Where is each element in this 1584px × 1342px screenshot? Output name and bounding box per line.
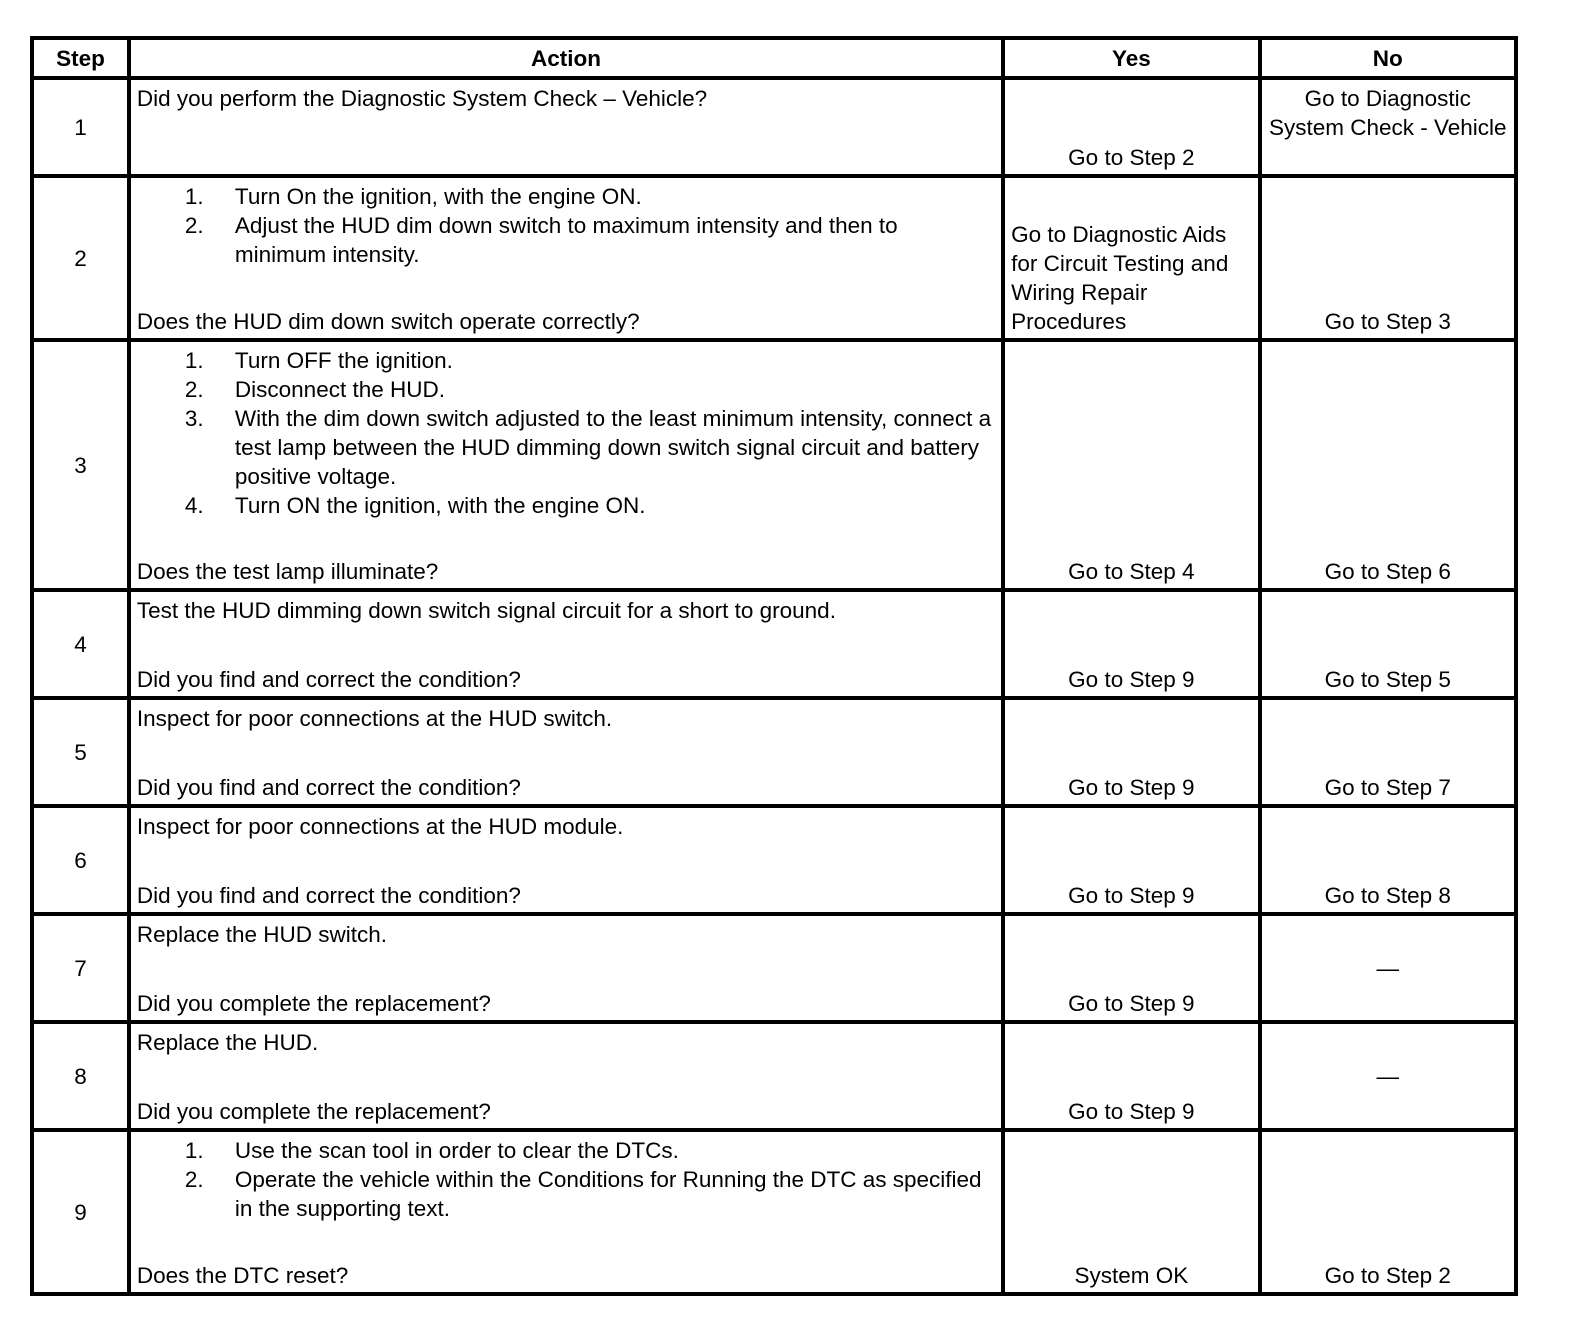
header-action: Action — [129, 38, 1003, 78]
no-result: Go to Step 5 — [1260, 590, 1516, 698]
step-index: 3. — [184, 406, 204, 431]
yes-result: System OK — [1003, 1130, 1259, 1294]
action-step — [137, 211, 995, 269]
step-index: 2. — [184, 377, 204, 402]
table-row — [32, 1130, 1516, 1294]
step-index: 1. — [184, 1138, 204, 1163]
step-index: 2. — [184, 213, 204, 238]
no-result: Go to Step 6 — [1260, 340, 1516, 590]
action-step — [137, 346, 995, 375]
action-step — [137, 1136, 995, 1165]
step-text: Operate the vehicle within the Conditions for Running the DTC as specified in the supporting text. — [234, 1167, 982, 1221]
action-question: Does the test lamp illuminate? — [136, 559, 439, 584]
action-step — [137, 1165, 995, 1223]
action-step — [137, 404, 995, 491]
yes-result: Go to Step 2 — [1003, 78, 1259, 176]
action-text: Did you perform the Diagnostic System Check – Vehicle? — [136, 86, 708, 111]
action-question: Did you complete the replacement? — [136, 1099, 491, 1124]
action-steps — [137, 182, 995, 269]
step-number: 2 — [32, 176, 129, 340]
step-text: Turn On the ignition, with the engine ON. — [234, 184, 642, 209]
table-row — [32, 1022, 1516, 1130]
action-steps — [137, 1136, 995, 1223]
step-index: 4. — [184, 493, 204, 518]
no-result: Go to Step 7 — [1260, 698, 1516, 806]
action-cell — [129, 590, 1003, 698]
table-row — [32, 698, 1516, 806]
action-text: Replace the HUD. — [136, 1030, 319, 1055]
no-result: — — [1260, 1022, 1516, 1130]
step-text: Use the scan tool in order to clear the DTCs. — [234, 1138, 679, 1163]
yes-result: Go to Step 4 — [1003, 340, 1259, 590]
step-text: Turn ON the ignition, with the engine ON. — [234, 493, 646, 518]
step-number: 6 — [32, 806, 129, 914]
step-text: Turn OFF the ignition. — [234, 348, 453, 373]
yes-result: Go to Step 9 — [1003, 806, 1259, 914]
table-row — [32, 914, 1516, 1022]
action-cell — [129, 1022, 1003, 1130]
action-question: Does the HUD dim down switch operate correctly? — [136, 309, 640, 334]
action-cell — [129, 78, 1003, 176]
no-result: Go to Diagnostic System Check - Vehicle — [1260, 78, 1516, 176]
action-cell — [129, 698, 1003, 806]
action-step — [137, 375, 995, 404]
action-step — [137, 491, 995, 520]
table-row — [32, 176, 1516, 340]
header-yes: Yes — [1003, 38, 1259, 78]
no-result: — — [1260, 914, 1516, 1022]
step-index: 1. — [184, 184, 204, 209]
step-number: 9 — [32, 1130, 129, 1294]
step-number: 5 — [32, 698, 129, 806]
table-row — [32, 340, 1516, 590]
no-result: Go to Step 2 — [1260, 1130, 1516, 1294]
step-index: 2. — [184, 1167, 204, 1192]
action-question: Did you complete the replacement? — [136, 991, 491, 1016]
yes-result: Go to Step 9 — [1003, 1022, 1259, 1130]
action-text: Replace the HUD switch. — [136, 922, 387, 947]
yes-result: Go to Step 9 — [1003, 914, 1259, 1022]
step-text: Disconnect the HUD. — [234, 377, 445, 402]
step-number: 7 — [32, 914, 129, 1022]
header-row — [32, 38, 1516, 78]
step-number: 3 — [32, 340, 129, 590]
action-cell — [129, 176, 1003, 340]
action-question: Did you find and correct the condition? — [136, 775, 521, 800]
action-step — [137, 182, 995, 211]
action-text: Inspect for poor connections at the HUD module. — [136, 814, 624, 839]
diagnostic-table — [30, 36, 1518, 1296]
action-text: Test the HUD dimming down switch signal circuit for a short to ground. — [136, 598, 836, 623]
header-no: No — [1260, 38, 1516, 78]
action-question: Does the DTC reset? — [136, 1263, 349, 1288]
action-cell — [129, 914, 1003, 1022]
step-number: 4 — [32, 590, 129, 698]
yes-result: Go to Step 9 — [1003, 590, 1259, 698]
step-text: Adjust the HUD dim down switch to maximum intensity and then to minimum intensity. — [234, 213, 898, 267]
table-row — [32, 806, 1516, 914]
yes-result: Go to Step 9 — [1003, 698, 1259, 806]
no-result: Go to Step 3 — [1260, 176, 1516, 340]
action-cell — [129, 806, 1003, 914]
action-cell — [129, 340, 1003, 590]
step-number: 8 — [32, 1022, 129, 1130]
action-text: Inspect for poor connections at the HUD switch. — [136, 706, 613, 731]
action-question: Did you find and correct the condition? — [136, 667, 521, 692]
table-row — [32, 590, 1516, 698]
step-text: With the dim down switch adjusted to the least minimum intensity, connect a test lamp between the HUD dimming down switch signal circuit and battery positive voltage. — [234, 406, 992, 489]
no-result: Go to Step 8 — [1260, 806, 1516, 914]
yes-result: Go to Diagnostic Aids for Circuit Testing and Wiring Repair Procedures — [1003, 176, 1259, 340]
step-number: 1 — [32, 78, 129, 176]
action-steps — [137, 346, 995, 520]
header-step: Step — [32, 38, 129, 78]
action-cell — [129, 1130, 1003, 1294]
step-index: 1. — [184, 348, 204, 373]
action-question: Did you find and correct the condition? — [136, 883, 521, 908]
table-row — [32, 78, 1516, 176]
